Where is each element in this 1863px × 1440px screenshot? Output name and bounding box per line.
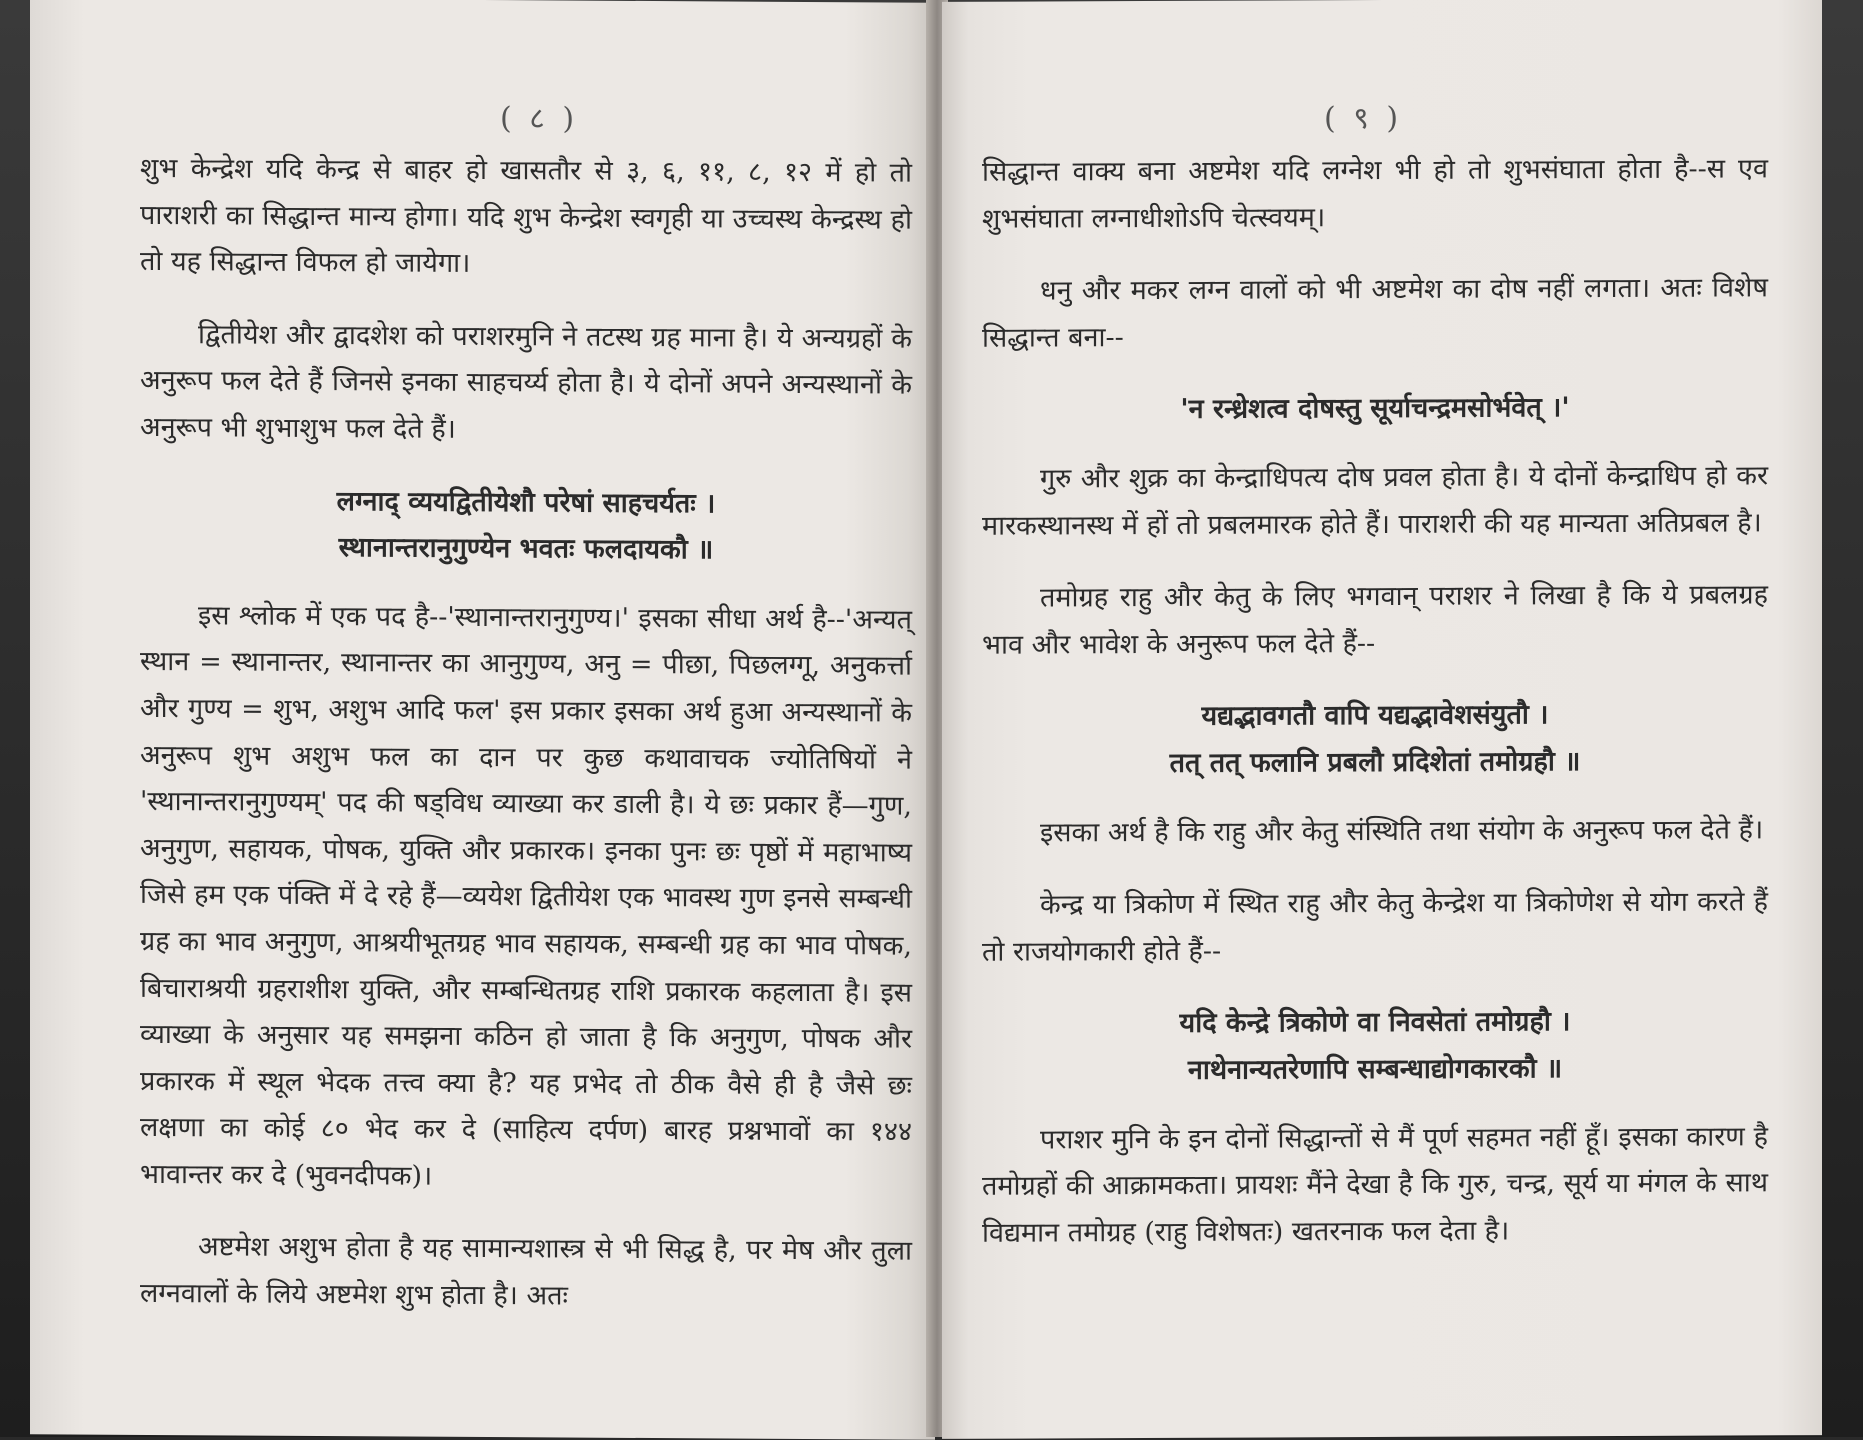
paragraph: तमोग्रह राहु और केतु के लिए भगवान् पराशर ने लिखा है कि ये प्रबलग्रह भाव और भावेश के अनुरूप फल देते हैं--	[982, 579, 1768, 661]
shloka-verse	[982, 692, 1768, 789]
shloka-line: लग्नाद् व्ययद्वितीयेशौ परेषां साहचर्यतः ।	[336, 485, 716, 519]
shloka-line: 'न रन्ध्रेशत्व दोषस्तु सूर्याचन्द्रमसोर्भवेत् ।'	[1180, 392, 1570, 426]
shloka-line: तत् तत् फलानि प्रबलौ प्रदिशेतां तमोग्रहौ ॥	[1169, 746, 1581, 779]
shloka-verse	[982, 385, 1768, 435]
right-page	[942, 0, 1822, 1439]
paragraph: गुरु और शुक्र का केन्द्राधिपत्य दोष प्रवल होता है। ये दोनों केन्द्राधिप हो कर मारकस्थानस्थ में हों तो प्रबलमारक होते हैं। पाराशरी की यह मान्यता अतिप्रबल है।	[982, 460, 1768, 542]
shloka-line: यद्यद्भावगतौ वापि यद्यद्भावेशसंयुतौ ।	[1201, 699, 1549, 733]
shloka-verse	[982, 999, 1768, 1096]
paragraph: पराशर मुनि के इन दोनों सिद्धान्तों से मैं पूर्ण सहमत नहीं हूँ। इसका कारण है तमोग्रहों की आक्रामकता। प्रायशः मैंने देखा है कि गुरु, चन्द्र, सूर्य या मंगल के साथ विद्यमान तमोग्रह (राहु विशेषतः) खतरनाक फल देता है।	[982, 1120, 1768, 1249]
paragraph: अष्टमेश अशुभ होता है यह सामान्यशास्त्र से भी सिद्ध है, पर मेष और तुला लग्नवालों के लिये अष्टमेश शुभ होता है। अतः	[140, 1231, 912, 1312]
paragraph: शुभ केन्द्रेश यदि केन्द्र से बाहर हो खासतौर से ३, ६, ११, ८, १२ में हो तो पाराशरी का सिद्धान्त मान्य होगा। यदि शुभ केन्द्रेश स्वगृही या उच्चस्थ केन्द्रस्थ हो तो यह सिद्धान्त विफल हो जायेगा।	[140, 152, 912, 280]
page-content	[982, 146, 1768, 1283]
shloka-verse	[140, 477, 912, 575]
paragraph: केन्द्र या त्रिकोण में स्थित राहु और केतु केन्द्रेश या त्रिकोणेश से योग करते हैं तो राजयोगकारी होते हैं--	[982, 886, 1768, 968]
paragraph: धनु और मकर लग्न वालों को भी अष्टमेश का दोष नहीं लगता। अतः विशेष सिद्धान्त बना--	[982, 272, 1768, 354]
paragraph: सिद्धान्त वाक्य बना अष्टमेश यदि लग्नेश भी हो तो शुभसंघाता होता है--स एव शुभसंघाता लग्नाधीशोऽपि चेत्स्वयम्।	[982, 153, 1768, 235]
shloka-line: नाथेनान्यतरेणापि सम्बन्धाद्योगकारकौ ॥	[1187, 1053, 1563, 1086]
paragraph: इसका अर्थ है कि राहु और केतु संस्थिति तथा संयोग के अनुरूप फल देते हैं।	[1040, 813, 1764, 849]
page-number: ( ८ )	[500, 101, 579, 137]
paragraph: द्वितीयेश और द्वादशेश को पराशरमुनि ने तटस्थ ग्रह माना है। ये अन्यग्रहों के अनुरूप फल देते हैं जिनसे इनका साहचर्य्य होता है। ये दोनों अपने अन्यस्थानों के अनुरूप भी शुभाशुभ फल देते हैं।	[140, 319, 912, 445]
paragraph: इस श्लोक में एक पद है--'स्थानान्तरानुगुण्य।' इसका सीधा अर्थ है--'अन्यत् स्थान = स्थानान्तर, स्थानान्तर का आनुगुण्य, अनु = पीछा, पिछलग्गू, अनुकर्त्ता और गुण्य = शुभ, अशुभ आदि फल' इस प्रकार इसका अर्थ हुआ अन्यस्थानों के अनुरूप शुभ अशुभ फल का दान पर कुछ कथावाचक ज्योतिषियों ने 'स्थानान्तरानुगुण्यम्' पद की षड्विध व्याख्या कर डाली है। ये छः प्रकार हैं—गुण, अनुगुण, सहायक, पोषक, युक्ति और प्रकारक। इनका पुनः छः पृष्ठों में महाभाष्य जिसे हम एक पंक्ति में दे रहे हैं—व्ययेश द्वितीयेश एक भावस्थ गुण इनसे सम्बन्धी ग्रह का भाव अनुगुण, आश्रयीभूतग्रह भाव सहायक, सम्बन्धी ग्रह का भाव पोषक, बिचाराश्रयी ग्रहराशीश युक्ति, और सम्बन्धितग्रह राशि प्रकारक कहलाता है। इस व्याख्या के अनुसार यह समझना कठिन हो जाता है कि अनुगुण, पोषक और प्रकारक में स्थूल भेदक तत्त्व क्या है? यह प्रभेद तो ठीक वैसे ही है जैसे छः लक्षणा का कोई ८० भेद कर दे (साहित्य दर्पण) बारह प्रश्नभावों का १४४ भावान्तर कर दे (भुवनदीपक)।	[140, 600, 912, 1192]
left-page	[30, 0, 935, 1440]
page-number: ( ९ )	[1324, 100, 1403, 137]
shloka-line: यदि केन्द्रे त्रिकोणे वा निवसेतां तमोग्रहौ ।	[1179, 1006, 1571, 1040]
page-content	[140, 146, 912, 1348]
shloka-line: स्थानान्तरानुगुण्येन भवतः फलदायकौ ॥	[338, 532, 714, 566]
